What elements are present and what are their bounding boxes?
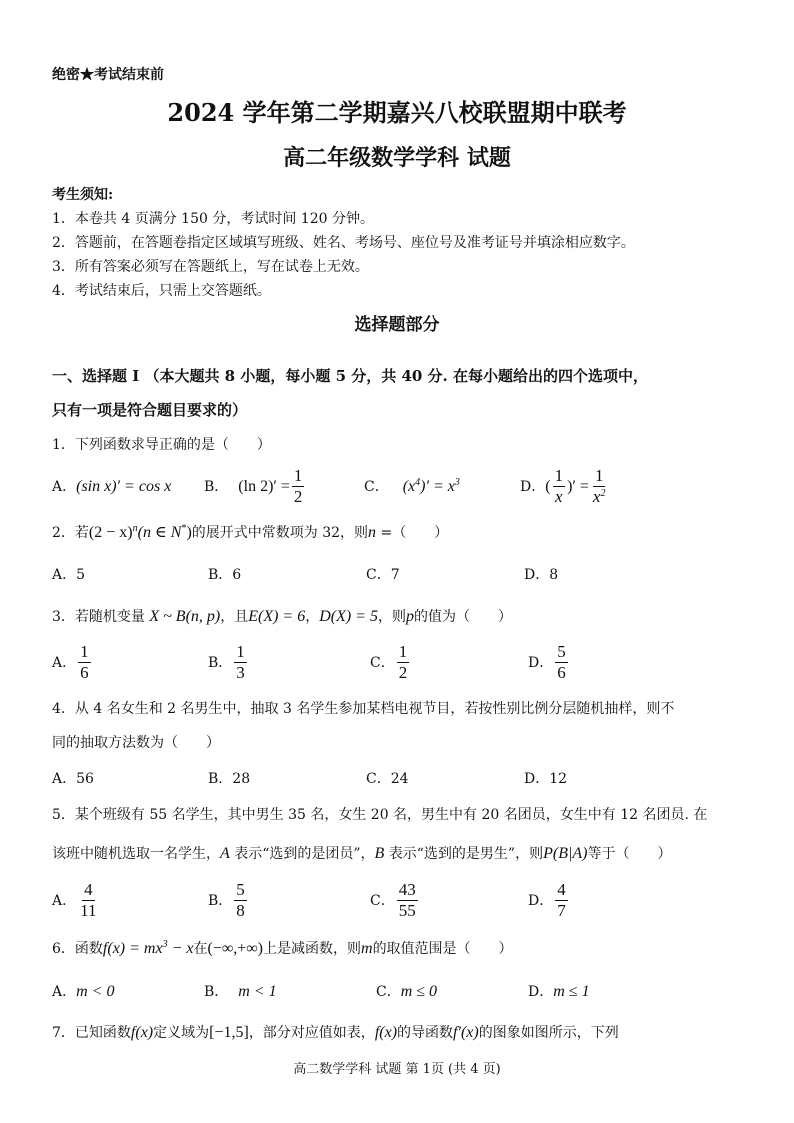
- notice-heading: 考生须知:: [52, 187, 114, 203]
- question-5-line2: 该班中随机选取一名学生，A 表示“选到的是团员”，B 表示“选到的是男生”，则P(B|A)等于（ ）: [52, 845, 672, 862]
- question-4-line2: 同的抽取方法数为（ ）: [52, 735, 220, 751]
- q5-option-d: D． $\frac{4}{7}$: [528, 880, 566, 920]
- q5-option-a: A． $\frac{4}{11}$: [52, 880, 97, 920]
- notice-item: 2．答题前，在答题卷指定区域填写班级、姓名、考场号、座位号及准考证号并填涂相应数字。: [52, 235, 635, 251]
- q3-option-b: B． $\frac{1}{3}$: [208, 642, 245, 682]
- q6-option-d: D．m ≤ 1: [528, 983, 590, 1000]
- notice-item: 3．所有答案必须写在答题纸上，写在试卷上无效。: [52, 259, 369, 275]
- question-4-line1: 4．从 4 名女生和 2 名男生中，抽取 3 名学生参加某档电视节目，若按性别比例分层随机抽样，则不: [52, 701, 675, 717]
- q4-option-c: C．24: [366, 771, 409, 787]
- question-5-line1: 5．某个班级有 55 名学生，其中男生 35 名，女生 20 名，男生中有 20 名团员，女生中有 12 名团员. 在: [52, 807, 708, 823]
- q2-option-d: D．8: [524, 567, 559, 583]
- page-footer: 高二数学学科 试题 第 1页 (共 4 页): [293, 1062, 501, 1077]
- section-title: 选择题部分: [354, 315, 440, 335]
- q1-option-d: D． ( $\frac{1}{x}$ )′ = $\frac{1}{x^2}$: [520, 466, 606, 506]
- q3-option-d: D． $\frac{5}{6}$: [528, 642, 566, 682]
- section-heading-line2: 只有一项是符合题目要求的）: [52, 401, 248, 419]
- q5-option-c: C． $\frac{43}{55}$: [370, 880, 416, 920]
- q4-option-b: B．28: [208, 771, 251, 787]
- q3-option-c: C． $\frac{1}{2}$: [370, 642, 408, 682]
- q2-option-c: C．7: [366, 567, 400, 583]
- q4-option-d: D．12: [524, 771, 568, 787]
- q1-option-b: B． (ln 2)′ = $\frac{1}{2}$: [204, 466, 303, 506]
- q2-option-b: B．6: [208, 567, 242, 583]
- section-heading-line1: 一、选择题 I （本大题共 8 小题，每小题 5 分，共 40 分. 在每小题给出的四个选项中，: [52, 367, 648, 385]
- question-1-stem: 1．下列函数求导正确的是（ ）: [52, 437, 271, 453]
- question-7-stem: 7．已知函数f(x)定义域为[−1,5]，部分对应值如表，f(x)的导函数f′(x)的图象如图所示，下列: [52, 1024, 619, 1041]
- question-3-stem: 3．若随机变量 X ~ B(n, p)，且E(X) = 6，D(X) = 5，则p的值为（ ）: [52, 608, 512, 625]
- question-6-stem: 6．函数$f(x) = mx^3 - x$在(−∞,+∞)上是减函数，则m的取值范围是（ ）: [52, 939, 513, 957]
- q1-option-c: C． $(x^4)' = x^3$: [364, 477, 460, 495]
- q2-option-a: A．5: [52, 567, 86, 583]
- notice-item: 1．本卷共 4 页满分 150 分，考试时间 120 分钟。: [52, 211, 374, 227]
- question-2-stem: 2．若$(2 - x)^n(n$ ∈ N*)的展开式中常数项为 32，则n =（ ）: [52, 523, 449, 541]
- notice-item: 4．考试结束后，只需上交答题纸。: [52, 283, 271, 299]
- q5-option-b: B． $\frac{5}{8}$: [208, 880, 245, 920]
- confidential-label: 绝密★考试结束前: [52, 67, 164, 83]
- q6-option-b: B． m < 1: [204, 983, 277, 1000]
- q3-option-a: A． $\frac{1}{6}$: [52, 642, 89, 682]
- q4-option-a: A．56: [52, 771, 94, 787]
- exam-title: 2024 学年第二学期嘉兴八校联盟期中联考: [167, 98, 627, 127]
- q6-option-a: A．m < 0: [52, 983, 115, 1000]
- q1-option-a: A．(sin x)′ = cos x: [52, 478, 172, 495]
- q6-option-c: C．m ≤ 0: [376, 983, 438, 1000]
- exam-subtitle: 高二年级数学学科 试题: [283, 145, 511, 171]
